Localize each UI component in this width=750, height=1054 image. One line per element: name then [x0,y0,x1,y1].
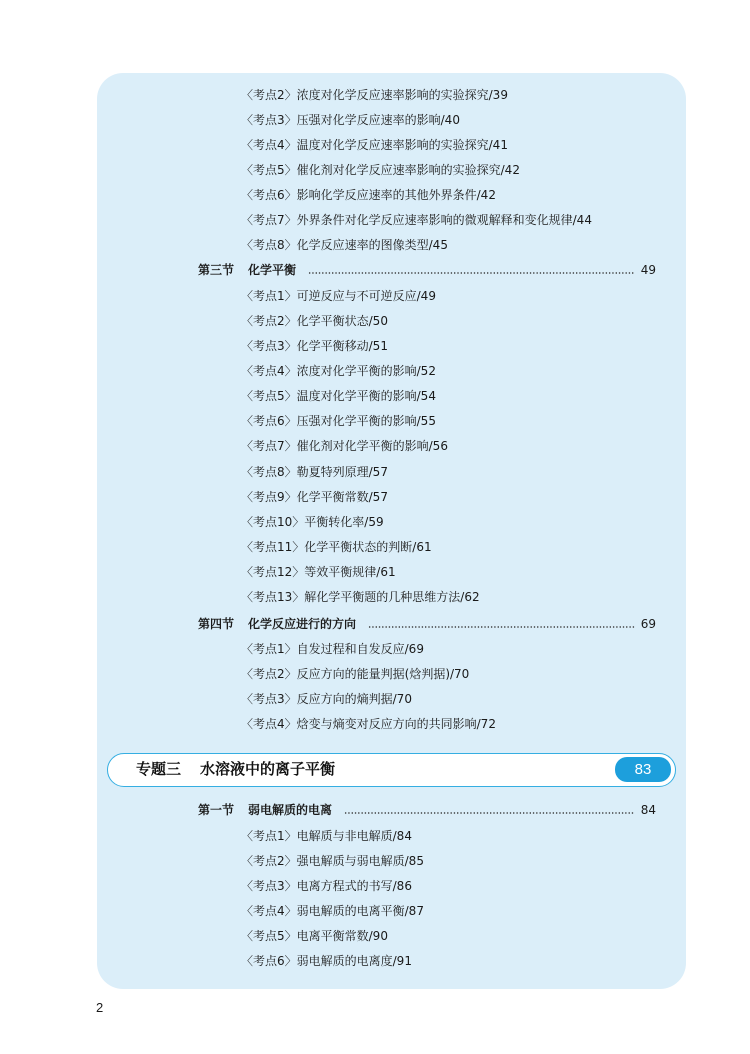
kaodian-text: 浓度对化学平衡的影响/52 [296,364,436,378]
section-heading-4[interactable] [0,612,750,637]
toc-entry[interactable] [0,334,750,359]
kaodian-text: 影响化学反应速率的其他外界条件/42 [296,188,496,202]
toc-entry[interactable] [0,585,750,610]
kaodian-label: 〈考点5〉 [241,389,297,403]
topic-page-badge: 83 [615,757,671,782]
kaodian-label: 〈考点8〉 [241,465,297,479]
kaodian-label: 〈考点3〉 [241,339,297,353]
section-heading-3[interactable] [0,258,750,283]
kaodian-text: 化学平衡常数/57 [296,490,388,504]
toc-entry[interactable] [0,899,750,924]
toc-entry[interactable] [0,183,750,208]
section-page-number: 84 [640,803,656,817]
kaodian-text: 自发过程和自发反应/69 [296,642,424,656]
topic-heading-3[interactable] [107,753,676,787]
section-page-number: 69 [640,617,656,631]
kaodian-text: 化学平衡状态/50 [296,314,388,328]
toc-entry[interactable] [0,849,750,874]
toc-entry[interactable] [0,409,750,434]
kaodian-label: 〈考点6〉 [241,414,297,428]
toc-entry[interactable] [0,485,750,510]
kaodian-label: 〈考点4〉 [241,717,297,731]
toc-entry[interactable] [0,949,750,974]
kaodian-text: 压强对化学反应速率的影响/40 [296,113,460,127]
toc-entry[interactable] [0,712,750,737]
page-number: 2 [96,1000,104,1015]
kaodian-text: 可逆反应与不可逆反应/49 [296,289,436,303]
kaodian-label: 〈考点3〉 [241,113,297,127]
kaodian-text: 弱电解质的电离平衡/87 [296,904,424,918]
kaodian-label: 〈考点1〉 [241,642,297,656]
toc-entry[interactable] [0,309,750,334]
kaodian-label: 〈考点5〉 [241,163,297,177]
kaodian-text: 等效平衡规律/61 [304,565,396,579]
toc-entry[interactable] [0,233,750,258]
kaodian-label: 〈考点12〉 [241,565,305,579]
toc-entry[interactable] [0,535,750,560]
toc-entry[interactable] [0,208,750,233]
kaodian-text: 化学平衡移动/51 [296,339,388,353]
kaodian-text: 电离平衡常数/90 [296,929,388,943]
kaodian-label: 〈考点2〉 [241,314,297,328]
kaodian-label: 〈考点1〉 [241,829,297,843]
kaodian-label: 〈考点10〉 [241,515,305,529]
kaodian-text: 化学平衡状态的判断/61 [304,540,432,554]
kaodian-label: 〈考点2〉 [241,854,297,868]
kaodian-label: 〈考点4〉 [241,138,297,152]
kaodian-text: 化学反应速率的图像类型/45 [296,238,448,252]
kaodian-label: 〈考点3〉 [241,879,297,893]
section-title: 化学反应进行的方向 [248,617,357,631]
toc-entry[interactable] [0,924,750,949]
section-page-number: 49 [640,263,656,277]
kaodian-text: 弱电解质的电离度/91 [296,954,412,968]
toc-entry[interactable] [0,108,750,133]
kaodian-text: 催化剂对化学平衡的影响/56 [296,439,448,453]
leader-dots [344,812,635,814]
section-label: 第三节 [198,263,235,277]
kaodian-text: 强电解质与弱电解质/85 [296,854,424,868]
leader-dots [368,626,635,628]
kaodian-label: 〈考点8〉 [241,238,297,252]
kaodian-label: 〈考点1〉 [241,289,297,303]
toc-entry[interactable] [0,133,750,158]
kaodian-text: 催化剂对化学反应速率影响的实验探究/42 [296,163,520,177]
kaodian-label: 〈考点4〉 [241,904,297,918]
toc-entry[interactable] [0,510,750,535]
section-title: 化学平衡 [248,263,297,277]
kaodian-text: 平衡转化率/59 [304,515,384,529]
kaodian-label: 〈考点7〉 [241,213,297,227]
section-label: 第四节 [198,617,235,631]
section-heading-1[interactable] [0,798,750,823]
kaodian-text: 浓度对化学反应速率影响的实验探究/39 [296,88,508,102]
kaodian-label: 〈考点5〉 [241,929,297,943]
toc-entry[interactable] [0,687,750,712]
kaodian-text: 反应方向的熵判据/70 [296,692,412,706]
toc-entry[interactable] [0,662,750,687]
kaodian-text: 电离方程式的书写/86 [296,879,412,893]
kaodian-label: 〈考点4〉 [241,364,297,378]
kaodian-text: 温度对化学平衡的影响/54 [296,389,436,403]
section-title: 弱电解质的电离 [248,803,333,817]
kaodian-text: 温度对化学反应速率影响的实验探究/41 [296,138,508,152]
toc-entry[interactable] [0,874,750,899]
toc-entry[interactable] [0,158,750,183]
kaodian-label: 〈考点2〉 [241,88,297,102]
kaodian-label: 〈考点3〉 [241,692,297,706]
kaodian-text: 反应方向的能量判据(焓判据)/70 [296,667,470,681]
kaodian-text: 电解质与非电解质/84 [296,829,412,843]
toc-entry[interactable] [0,83,750,108]
kaodian-label: 〈考点6〉 [241,954,297,968]
kaodian-label: 〈考点11〉 [241,540,305,554]
kaodian-text: 压强对化学平衡的影响/55 [296,414,436,428]
kaodian-text: 外界条件对化学反应速率影响的微观解释和变化规律/44 [296,213,592,227]
toc-entry[interactable] [0,359,750,384]
kaodian-label: 〈考点13〉 [241,590,305,604]
kaodian-label: 〈考点7〉 [241,439,297,453]
toc-entry[interactable] [0,560,750,585]
section-label: 第一节 [198,803,235,817]
kaodian-label: 〈考点2〉 [241,667,297,681]
toc-entry[interactable] [0,384,750,409]
topic-title: 水溶液中的离子平衡 [200,760,336,778]
topic-label: 专题三 [136,760,182,778]
kaodian-text: 焓变与熵变对反应方向的共同影响/72 [296,717,496,731]
kaodian-label: 〈考点9〉 [241,490,297,504]
toc-entry[interactable] [0,460,750,485]
kaodian-text: 勒夏特列原理/57 [296,465,388,479]
toc-entry[interactable] [0,284,750,309]
leader-dots [308,272,635,274]
kaodian-label: 〈考点6〉 [241,188,297,202]
toc-entry[interactable] [0,434,750,459]
toc-entry[interactable] [0,637,750,662]
kaodian-text: 解化学平衡题的几种思维方法/62 [304,590,480,604]
toc-entry[interactable] [0,824,750,849]
